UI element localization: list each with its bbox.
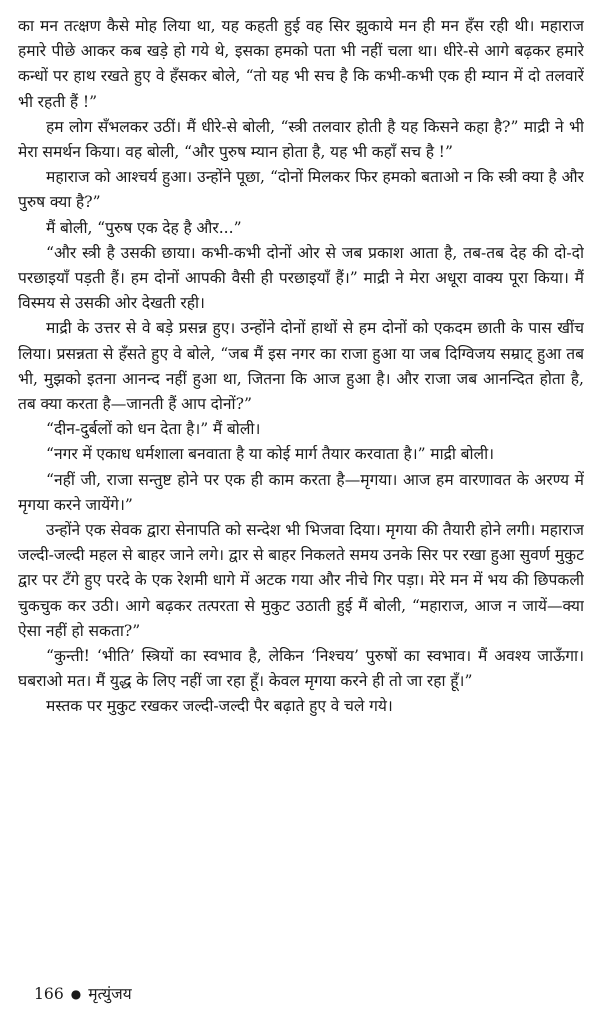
paragraph: “दीन-दुर्बलों को धन देता है।” मैं बोली।: [46, 420, 261, 439]
body-text: [18, 14, 584, 720]
page-number: 166: [34, 985, 64, 1003]
paragraph: उन्होंने एक सेवक द्वारा सेनापति को सन्देश भी भिजवा दिया। मृगया की तैयारी होने लगी। महाराज जल्दी-जल्दी महल से बाहर जाने लगे। द्वार से बाहर निकलते समय उनके सिर पर रखा हुआ सुवर्ण मुकुट द्वार पर टँगे हुए परदे के एक रेशमी धागे में अटक गया और नीचे गिर पड़ा। मेरे मन में भय की छिपकली चुकचुक कर उठी। आगे बढ़कर तत्परता से मुकुट उठाती हुई मैं बोली, “महाराज, आज न जायें—क्या ऐसा नहीं हो सकता?”: [18, 521, 584, 640]
paragraph: हम लोग सँभलकर उठीं। मैं धीरे-से बोली, “स्त्री तलवार होती है यह किसने कहा है?” माद्री ने भी मेरा समर्थन किया। वह बोली, “और पुरुष म्यान होता है, यह भी कहाँ सच है !”: [18, 117, 584, 162]
paragraph: मैं बोली, “पुरुष एक देह है और...”: [46, 218, 242, 237]
paragraph: “और स्त्री है उसकी छाया। कभी-कभी दोनों ओर से जब प्रकाश आता है, तब-तब देह की दो-दो परछाइयाँ पड़ती हैं। हम दोनों आपकी वैसी ही परछाइयाँ हैं।” माद्री ने मेरा अधूरा वाक्य पूरा किया। मैं विस्मय से उसकी ओर देखती रही।: [18, 243, 584, 313]
paragraph-last: मस्तक पर मुकुट रखकर जल्दी-जल्दी पैर बढ़ाते हुए वे चले गये।: [46, 697, 393, 716]
paragraph: “नहीं जी, राजा सन्तुष्ट होने पर एक ही काम करता है—मृगया। आज हम वारणावत के अरण्य में मृगया करने जायेंगे।”: [18, 470, 584, 514]
book-page: [18, 14, 584, 1014]
paragraph-continued: का मन तत्क्षण कैसे मोह लिया था, यह कहती हुई वह सिर झुकाये मन ही मन हँस रही थी। महाराज हमारे पीछे आकर कब खड़े हो गये थे, इसका हमको पता भी नहीं चला था। धीरे-से आगे बढ़कर हमारे कन्धों पर हाथ रखते हुए वे हँसकर बोले, “तो यह भी सच है कि कभी-कभी एक ही म्यान में दो तलवारें भी रहती हैं !”: [18, 17, 584, 111]
book-title: मृत्युंजय: [88, 985, 132, 1003]
paragraph: महाराज को आश्चर्य हुआ। उन्होंने पूछा, “दोनों मिलकर फिर हमको बताओ न कि स्त्री क्या है और पुरुष क्या है?”: [18, 168, 584, 212]
bullet-separator: ●: [70, 987, 82, 1001]
page-footer: [34, 983, 132, 1005]
paragraph: “नगर में एकाध धर्मशाला बनवाता है या कोई मार्ग तैयार करवाता है।” माद्री बोली।: [46, 445, 495, 464]
paragraph: माद्री के उत्तर से वे बड़े प्रसन्न हुए। उन्होंने दोनों हाथों से हम दोनों को एकदम छाती के पास खींच लिया। प्रसन्नता से हँसते हुए वे बोले, “जब मैं इस नगर का राजा हुआ या जब दिग्विजय सम्राट् हुआ तब भी, मुझको इतना आनन्द नहीं हुआ था, जितना कि आज हुआ है। और राजा जब आनन्दित होता है, तब क्या करता है—जानती हैं आप दोनों?”: [18, 319, 584, 414]
paragraph: “कुन्ती! ‘भीति’ स्त्रियों का स्वभाव है, लेकिन ‘निश्चय’ पुरुषों का स्वभाव। मैं अवश्य जाऊँगा। घबराओ मत। मैं युद्ध के लिए नहीं जा रहा हूँ। केवल मृगया करने ही तो जा रहा हूँ।”: [18, 647, 584, 691]
